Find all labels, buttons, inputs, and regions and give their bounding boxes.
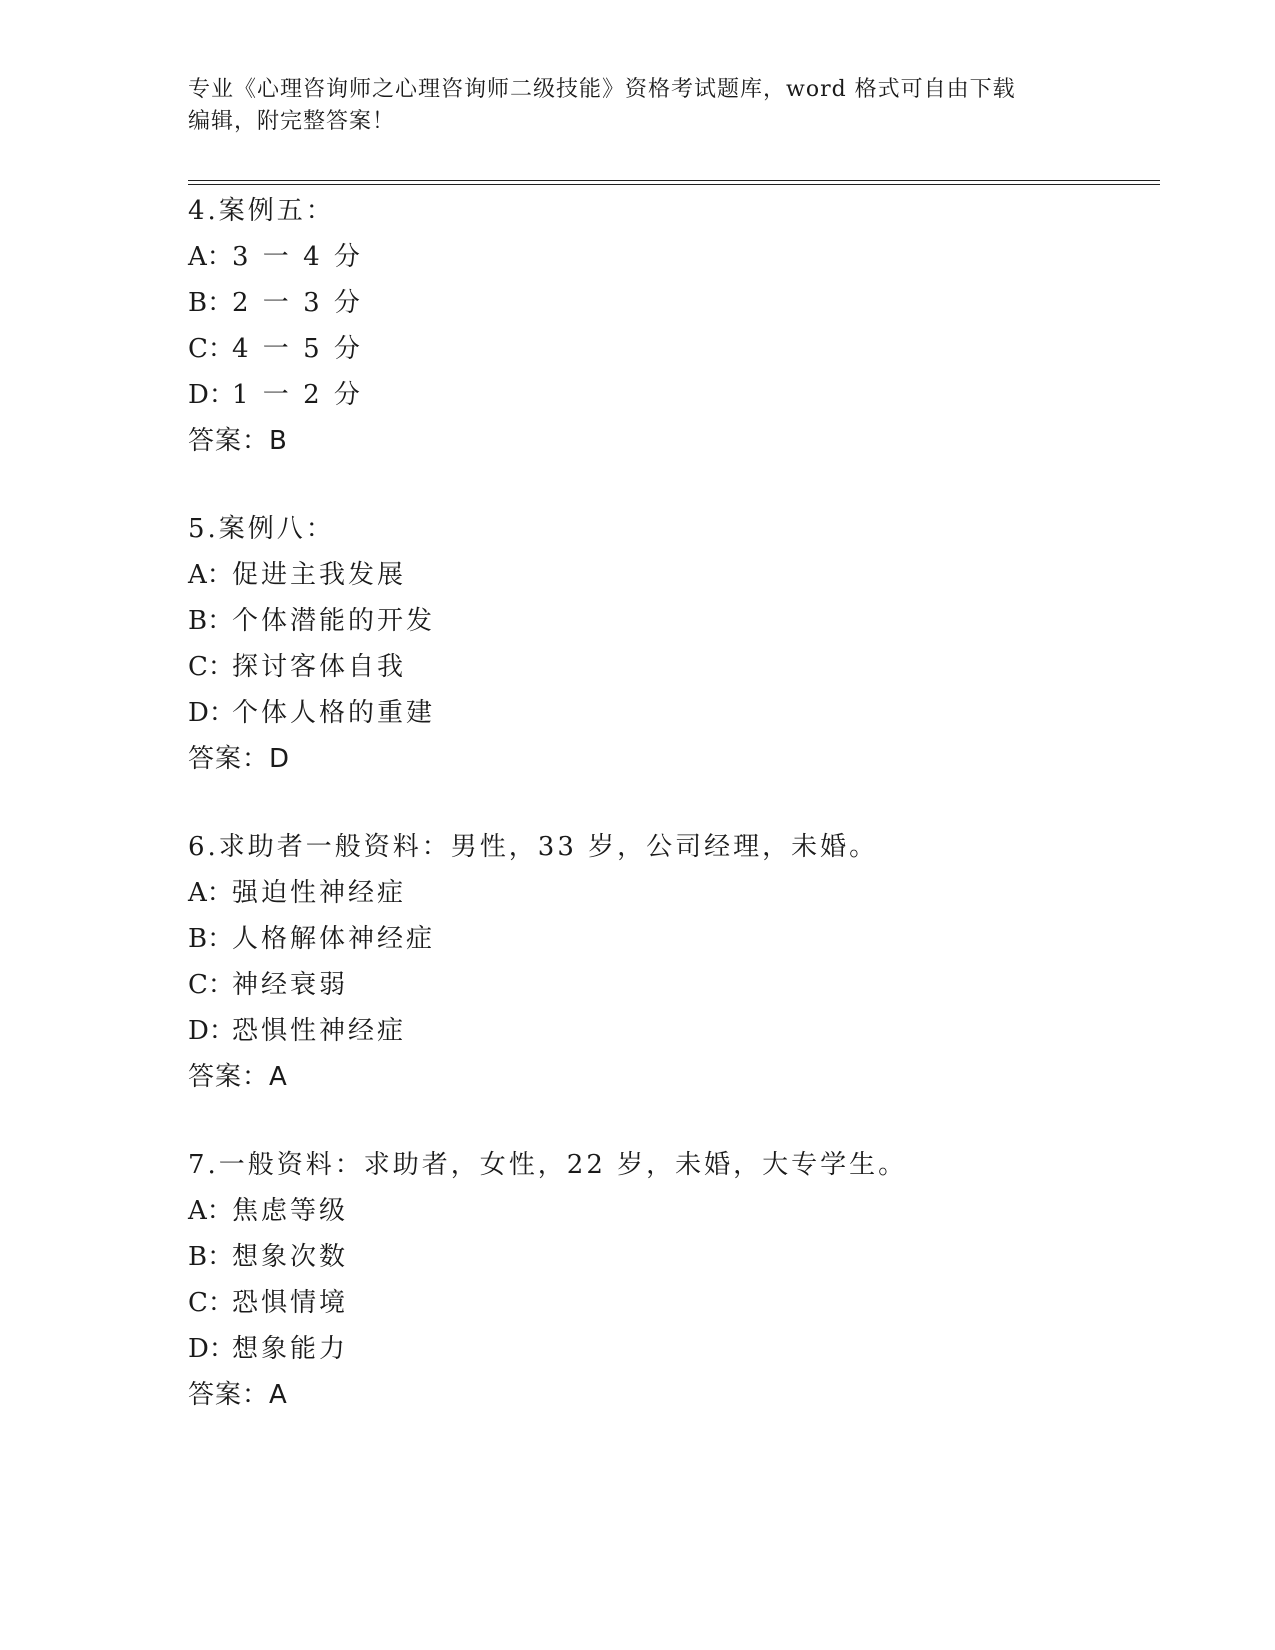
question-item [188, 1142, 1148, 1418]
option-letter: A： [188, 1196, 233, 1226]
option-letter: A： [188, 242, 233, 272]
option-letter: B： [188, 288, 234, 318]
question-item [188, 506, 1148, 782]
option-a [188, 870, 1148, 916]
option-letter: D： [188, 698, 235, 728]
option-d [188, 690, 1148, 736]
question-stem: 6.求助者一般资料：男性，33 岁，公司经理，未婚。 [188, 832, 879, 862]
option-letter: B： [188, 924, 234, 954]
option-d [188, 1326, 1148, 1372]
document-header [188, 74, 1088, 138]
option-letter: A： [188, 878, 233, 908]
option-letter: D： [188, 1334, 235, 1364]
option-c [188, 1280, 1148, 1326]
option-text: 神经衰弱 [232, 970, 349, 1000]
answer-line: 答案：D [188, 744, 291, 774]
option-b [188, 916, 1148, 962]
option-d [188, 372, 1148, 418]
option-text: 4 一 5 分 [232, 334, 363, 364]
option-text: 探讨客体自我 [232, 652, 407, 682]
option-text: 强迫性神经症 [232, 878, 407, 908]
question-stem: 4.案例五： [188, 196, 335, 226]
option-text: 2 一 3 分 [232, 288, 363, 318]
option-d [188, 1008, 1148, 1054]
header-divider-top [188, 180, 1160, 181]
option-a [188, 234, 1148, 280]
option-letter: D： [188, 1016, 235, 1046]
answer-line: 答案：B [188, 426, 288, 456]
option-letter: A： [188, 560, 233, 590]
answer-line: 答案：A [188, 1380, 288, 1410]
option-c [188, 326, 1148, 372]
question-item [188, 824, 1148, 1100]
option-text: 人格解体神经症 [232, 924, 436, 954]
option-letter: C： [188, 652, 234, 682]
option-letter: C： [188, 334, 234, 364]
option-text: 促进主我发展 [232, 560, 407, 590]
option-text: 个体人格的重建 [232, 698, 436, 728]
header-line-1: 专业《心理咨询师之心理咨询师二级技能》资格考试题库，word 格式可自由下载 [188, 77, 1016, 102]
question-stem: 5.案例八： [188, 514, 335, 544]
question-stem: 7.一般资料：求助者，女性，22 岁，未婚，大专学生。 [188, 1150, 908, 1180]
header-divider-bottom [188, 184, 1160, 185]
option-letter: B： [188, 1242, 234, 1272]
option-text: 恐惧性神经症 [232, 1016, 407, 1046]
option-a [188, 1188, 1148, 1234]
question-item [188, 188, 1148, 464]
option-text: 3 一 4 分 [232, 242, 363, 272]
answer-line: 答案：A [188, 1062, 288, 1092]
option-letter: C： [188, 970, 234, 1000]
option-text: 1 一 2 分 [232, 380, 363, 410]
option-letter: B： [188, 606, 234, 636]
option-text: 想象能力 [232, 1334, 349, 1364]
option-letter: C： [188, 1288, 234, 1318]
option-text: 个体潜能的开发 [232, 606, 436, 636]
option-b [188, 598, 1148, 644]
option-letter: D： [188, 380, 235, 410]
question-list [188, 188, 1148, 1460]
option-text: 焦虑等级 [232, 1196, 349, 1226]
option-b [188, 280, 1148, 326]
option-c [188, 962, 1148, 1008]
option-a [188, 552, 1148, 598]
option-c [188, 644, 1148, 690]
option-text: 想象次数 [232, 1242, 349, 1272]
header-line-2: 编辑，附完整答案！ [188, 109, 396, 134]
option-b [188, 1234, 1148, 1280]
option-text: 恐惧情境 [232, 1288, 349, 1318]
